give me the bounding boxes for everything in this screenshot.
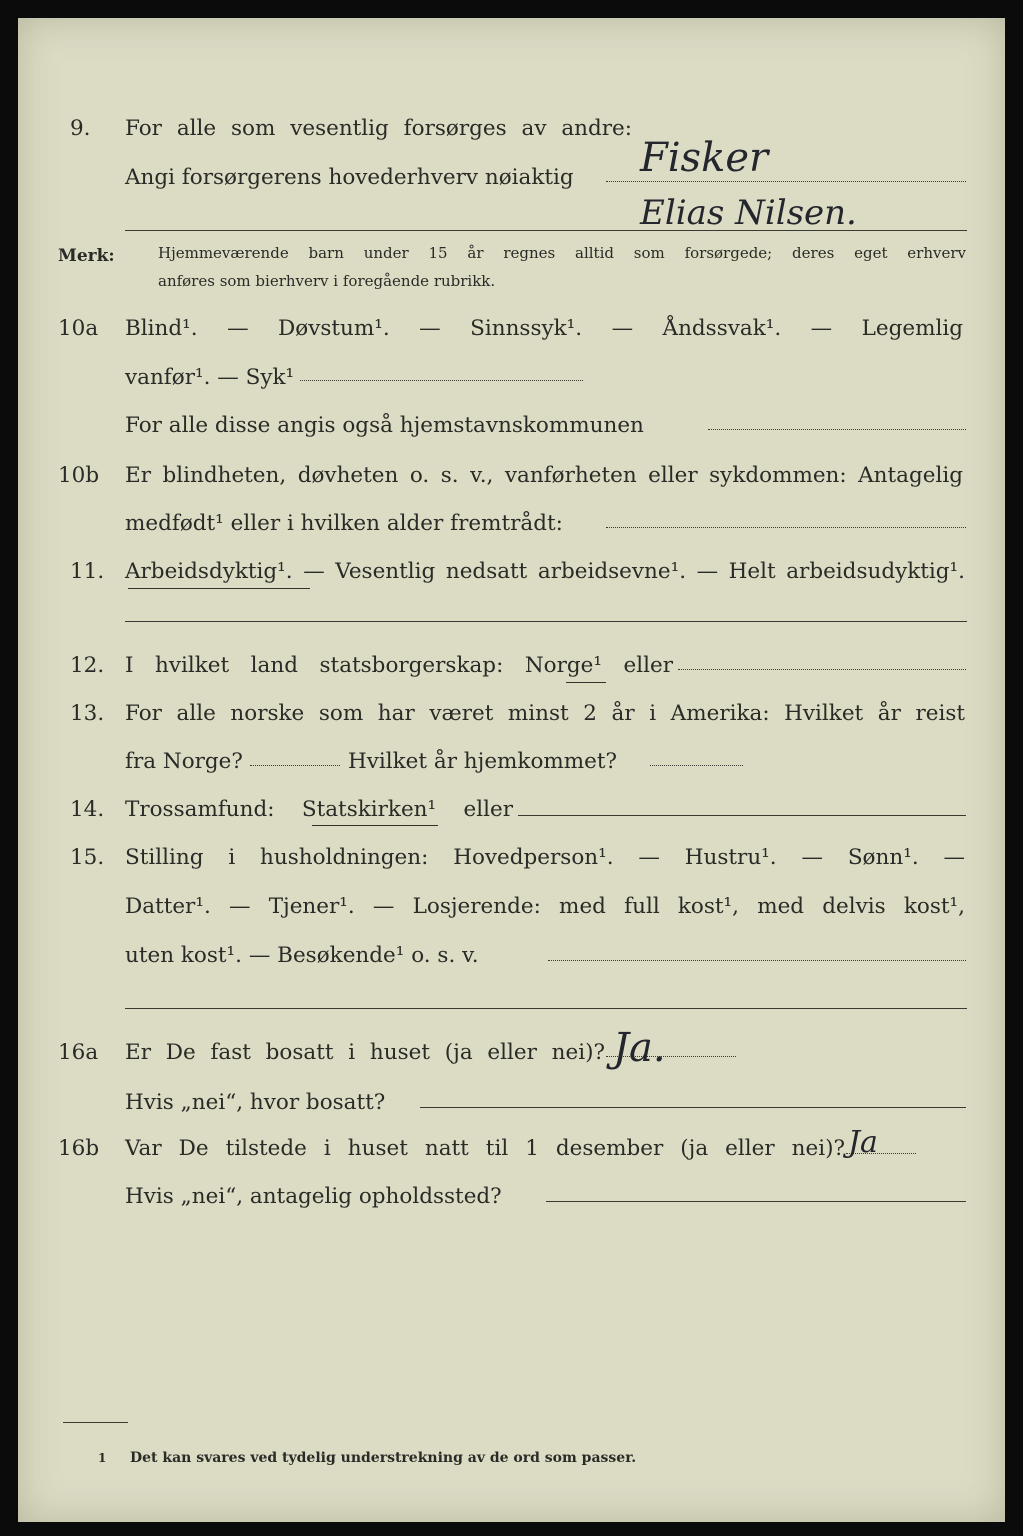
q10a-line3: For alle disse angis også hjemstavnskommunen	[125, 413, 644, 438]
q12-number: 12.	[70, 653, 105, 678]
q16a-line1: Er De fast bosatt i huset (ja eller nei)?	[125, 1040, 605, 1065]
q11-line1: Arbeidsdyktig¹. — Vesentlig nedsatt arbeidsevne¹. — Helt arbeidsudyktig¹.	[125, 559, 965, 584]
q16a-number: 16a	[58, 1040, 99, 1065]
q16b-answer: Ja	[848, 1125, 878, 1160]
q9-answer-provider-name: Elias Nilsen.	[640, 193, 857, 233]
q14-underline-statskirken	[312, 825, 438, 826]
q11-underline-arbeidsdyktig	[128, 588, 310, 589]
q10a-home-municipality-line	[708, 429, 966, 430]
q10a-number: 10a	[58, 316, 99, 341]
q10a-line2: vanfør¹. — Syk¹	[125, 365, 295, 390]
q9-number: 9.	[70, 116, 91, 141]
q15-position-line	[548, 960, 966, 961]
q12-citizenship-line	[678, 669, 966, 670]
q16b-line2: Hvis „nei“, antagelig opholdssted?	[125, 1184, 502, 1209]
q11-blank-line	[125, 621, 967, 622]
q16a-line2: Hvis „nei“, hvor bosatt?	[125, 1090, 386, 1115]
q15-line1: Stilling i husholdningen: Hovedperson¹. — Hustru¹. — Sønn¹. —	[125, 845, 965, 870]
footnote-mark: 1	[98, 1451, 107, 1465]
q12-line1: I hvilket land statsborgerskap: Norge¹ eller	[125, 653, 673, 678]
q16b-whereabouts-line	[546, 1201, 966, 1202]
q12-underline-norge	[566, 682, 606, 683]
footnote-separator	[63, 1422, 128, 1423]
q14-number: 14.	[70, 797, 105, 822]
q10b-number: 10b	[58, 463, 100, 488]
q13-line2a: fra Norge?	[125, 749, 243, 774]
q9-answer-occupation: Fisker	[640, 135, 769, 181]
q13-returned-year-line	[650, 765, 743, 766]
q15-line2: Datter¹. — Tjener¹. — Losjerende: med full kost¹, med delvis kost¹,	[125, 894, 965, 919]
q10a-line1: Blind¹. — Døvstum¹. — Sinnssyk¹. — Åndssvak¹. — Legemlig	[125, 316, 963, 341]
q15-blank-line	[125, 1008, 967, 1009]
census-form-page	[18, 18, 1005, 1522]
q15-line3: uten kost¹. — Besøkende¹ o. s. v.	[125, 943, 479, 968]
footnote-text: Det kan svares ved tydelig understrekning av de ord som passer.	[130, 1450, 637, 1466]
merk-line2: anføres som bierhverv i foregående rubrikk.	[158, 272, 496, 290]
q15-number: 15.	[70, 845, 105, 870]
q16a-residence-line	[420, 1107, 966, 1108]
q16b-number: 16b	[58, 1136, 100, 1161]
q9-answer-line	[606, 181, 966, 182]
q10b-line2: medfødt¹ eller i hvilken alder fremtrådt:	[125, 511, 563, 536]
q10a-sick-line	[300, 380, 583, 381]
q16b-line1: Var De tilstede i huset natt til 1 desember (ja eller nei)?	[125, 1136, 845, 1161]
q14-line1: Trossamfund: Statskirken¹ eller	[125, 797, 513, 822]
q10b-age-line	[606, 527, 966, 528]
q13-emigrated-year-line	[250, 765, 340, 766]
merk-label: Merk:	[58, 246, 115, 266]
q10b-line1: Er blindheten, døvheten o. s. v., vanførheten eller sykdommen: Antagelig	[125, 463, 963, 488]
q13-line2b: Hvilket år hjemkommet?	[348, 749, 618, 774]
q13-line1: For alle norske som har været minst 2 år i Amerika: Hvilket år reist	[125, 701, 965, 726]
q9-line2: Angi forsørgerens hovederhverv nøiaktig	[125, 165, 574, 190]
q9-line1: For alle som vesentlig forsørges av andre:	[125, 116, 632, 141]
q14-faith-line	[518, 815, 966, 816]
merk-line1: Hjemmeværende barn under 15 år regnes alltid som forsørgede; deres eget erhverv	[158, 244, 966, 262]
q11-number: 11.	[70, 559, 105, 584]
q13-number: 13.	[70, 701, 105, 726]
q16a-answer: Ja.	[613, 1025, 666, 1071]
